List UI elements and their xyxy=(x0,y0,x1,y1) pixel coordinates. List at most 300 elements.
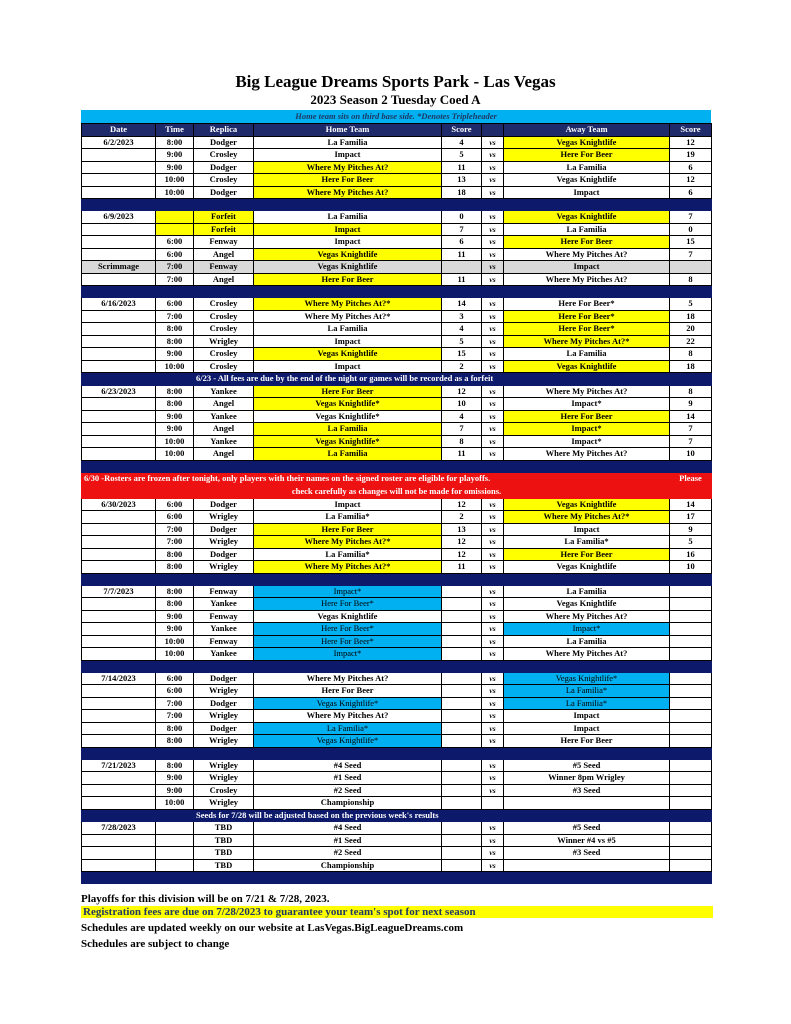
game-field: Crosley xyxy=(194,360,254,373)
home-team: Here For Beer* xyxy=(254,623,442,636)
home-team: Impact xyxy=(254,149,442,162)
away-score: 9 xyxy=(670,398,712,411)
game-time: 8:00 xyxy=(156,598,194,611)
home-score xyxy=(442,822,482,835)
game-field: Wrigley xyxy=(194,685,254,698)
away-score: 7 xyxy=(670,248,712,261)
away-team: La Familia* xyxy=(504,536,670,549)
game-field: Wrigley xyxy=(194,561,254,574)
game-time: 9:00 xyxy=(156,161,194,174)
game-date xyxy=(82,710,156,723)
home-team: Where My Pitches At?* xyxy=(254,298,442,311)
game-time: 10:00 xyxy=(156,186,194,199)
game-row xyxy=(82,223,712,236)
game-date: 7/7/2023 xyxy=(82,585,156,598)
home-score xyxy=(442,610,482,623)
away-score: 7 xyxy=(670,211,712,224)
game-time: 8:00 xyxy=(156,323,194,336)
game-row xyxy=(82,722,712,735)
away-score: 16 xyxy=(670,548,712,561)
game-time: 6:00 xyxy=(156,498,194,511)
game-date xyxy=(82,248,156,261)
game-field: Dodger xyxy=(194,697,254,710)
home-score: 2 xyxy=(442,360,482,373)
game-time: 7:00 xyxy=(156,697,194,710)
game-field: Dodger xyxy=(194,498,254,511)
home-team: Where My Pitches At?* xyxy=(254,536,442,549)
game-date xyxy=(82,859,156,872)
away-score xyxy=(670,623,712,636)
away-score xyxy=(670,834,712,847)
column-header-away-score: Score xyxy=(670,124,712,137)
game-date xyxy=(82,834,156,847)
game-field: Fenway xyxy=(194,585,254,598)
home-score xyxy=(442,710,482,723)
game-field: Angel xyxy=(194,448,254,461)
away-team: Impact xyxy=(504,186,670,199)
vs-label: vs xyxy=(482,435,504,448)
vs-label: vs xyxy=(482,561,504,574)
vs-label: vs xyxy=(482,635,504,648)
away-team: Impact xyxy=(504,722,670,735)
away-score xyxy=(670,648,712,661)
home-team: Impact xyxy=(254,498,442,511)
section-divider xyxy=(82,747,712,759)
home-score xyxy=(442,623,482,636)
game-time: 7:00 xyxy=(156,536,194,549)
home-score: 4 xyxy=(442,410,482,423)
game-field: Forfeit xyxy=(194,211,254,224)
away-score xyxy=(670,772,712,785)
game-time: 10:00 xyxy=(156,174,194,187)
game-field: Crosley xyxy=(194,149,254,162)
page-subtitle: 2023 Season 2 Tuesday Coed A xyxy=(310,92,481,107)
section-divider xyxy=(82,660,712,672)
away-score: 14 xyxy=(670,498,712,511)
away-score xyxy=(670,859,712,872)
game-time: 10:00 xyxy=(156,360,194,373)
game-field: Yankee xyxy=(194,623,254,636)
section-divider xyxy=(82,872,712,884)
away-team: Here For Beer* xyxy=(504,310,670,323)
home-team: Where My Pitches At?* xyxy=(254,310,442,323)
roster-alert-text: 6/30 -Rosters are frozen after tonight, only players with their names on the signed roster are eligible for playoffs. xyxy=(82,472,670,485)
game-time: 9:00 xyxy=(156,423,194,436)
footer-registration: Registration fees are due on 7/28/2023 to guarantee your team's spot for next season xyxy=(81,906,713,918)
home-team: Vegas Knightlife* xyxy=(254,735,442,748)
section-divider xyxy=(82,286,712,298)
home-team: Impact* xyxy=(254,648,442,661)
away-team: La Familia xyxy=(504,161,670,174)
game-row xyxy=(82,523,712,536)
game-date xyxy=(82,784,156,797)
game-row xyxy=(82,323,712,336)
away-team: Winner 8pm Wrigley xyxy=(504,772,670,785)
home-team: Impact xyxy=(254,335,442,348)
home-team: Here For Beer* xyxy=(254,598,442,611)
game-field: Wrigley xyxy=(194,759,254,772)
game-field: Yankee xyxy=(194,598,254,611)
header-row xyxy=(82,124,712,137)
home-score: 4 xyxy=(442,323,482,336)
away-score: 20 xyxy=(670,323,712,336)
away-team: #5 Seed xyxy=(504,822,670,835)
away-score xyxy=(670,585,712,598)
away-team: La Familia xyxy=(504,585,670,598)
game-date xyxy=(82,623,156,636)
vs-label: vs xyxy=(482,822,504,835)
home-team: Here For Beer xyxy=(254,385,442,398)
game-date xyxy=(82,635,156,648)
game-date: 7/28/2023 xyxy=(82,822,156,835)
game-row xyxy=(82,348,712,361)
game-date xyxy=(82,735,156,748)
away-team: Impact* xyxy=(504,435,670,448)
game-field: Angel xyxy=(194,398,254,411)
game-date xyxy=(82,610,156,623)
vs-label: vs xyxy=(482,248,504,261)
away-team: Vegas Knightlife xyxy=(504,136,670,149)
home-score xyxy=(442,585,482,598)
away-team: Vegas Knightlife xyxy=(504,561,670,574)
away-score: 10 xyxy=(670,448,712,461)
game-row xyxy=(82,772,712,785)
vs-label: vs xyxy=(482,735,504,748)
game-row xyxy=(82,273,712,286)
home-score: 13 xyxy=(442,523,482,536)
game-date xyxy=(82,149,156,162)
game-row xyxy=(82,161,712,174)
away-score xyxy=(670,784,712,797)
divider-cell xyxy=(82,872,712,884)
game-date xyxy=(82,847,156,860)
game-field: Yankee xyxy=(194,435,254,448)
away-score: 0 xyxy=(670,223,712,236)
away-score: 9 xyxy=(670,523,712,536)
divider-cell xyxy=(82,286,712,298)
game-time: 6:00 xyxy=(156,685,194,698)
game-date xyxy=(82,523,156,536)
away-score: 12 xyxy=(670,136,712,149)
home-score: 0 xyxy=(442,211,482,224)
home-score xyxy=(442,722,482,735)
home-score xyxy=(442,685,482,698)
home-score xyxy=(442,672,482,685)
away-team: Vegas Knightlife* xyxy=(504,672,670,685)
away-score xyxy=(670,710,712,723)
divider-cell xyxy=(82,660,712,672)
vs-label: vs xyxy=(482,136,504,149)
game-date xyxy=(82,310,156,323)
game-date xyxy=(82,697,156,710)
home-score: 5 xyxy=(442,149,482,162)
vs-label: vs xyxy=(482,772,504,785)
home-team: Vegas Knightlife* xyxy=(254,398,442,411)
game-row xyxy=(82,610,712,623)
game-field: TBD xyxy=(194,822,254,835)
game-field: Fenway xyxy=(194,635,254,648)
home-score xyxy=(442,648,482,661)
divider-cell xyxy=(82,747,712,759)
away-team: La Familia* xyxy=(504,697,670,710)
home-team: Vegas Knightlife xyxy=(254,261,442,274)
away-team: Where My Pitches At?* xyxy=(504,335,670,348)
away-score: 6 xyxy=(670,161,712,174)
home-score: 8 xyxy=(442,435,482,448)
game-field: Wrigley xyxy=(194,772,254,785)
home-score: 11 xyxy=(442,248,482,261)
game-time: 8:00 xyxy=(156,561,194,574)
notice-text: 6/23 - All fees are due by the end of the night or games will be recorded as a forfeit xyxy=(194,373,712,386)
vs-label: vs xyxy=(482,448,504,461)
home-team: Vegas Knightlife* xyxy=(254,410,442,423)
vs-label: vs xyxy=(482,360,504,373)
home-score: 12 xyxy=(442,385,482,398)
column-header-vs xyxy=(482,124,504,137)
game-row xyxy=(82,310,712,323)
vs-label: vs xyxy=(482,186,504,199)
away-team: Where My Pitches At? xyxy=(504,610,670,623)
notice-row xyxy=(82,809,712,822)
game-time: 6:00 xyxy=(156,298,194,311)
vs-label: vs xyxy=(482,498,504,511)
game-row xyxy=(82,735,712,748)
game-row xyxy=(82,859,712,872)
game-time: 7:00 xyxy=(156,273,194,286)
game-time: 10:00 xyxy=(156,635,194,648)
home-score: 14 xyxy=(442,298,482,311)
vs-label: vs xyxy=(482,523,504,536)
game-field: Crosley xyxy=(194,348,254,361)
home-score: 3 xyxy=(442,310,482,323)
game-field: Angel xyxy=(194,248,254,261)
notice-spacer xyxy=(82,809,194,822)
game-row xyxy=(82,448,712,461)
game-field: TBD xyxy=(194,859,254,872)
game-date xyxy=(82,511,156,524)
home-score xyxy=(442,759,482,772)
game-time: 8:00 xyxy=(156,335,194,348)
game-field: Wrigley xyxy=(194,335,254,348)
vs-label: vs xyxy=(482,348,504,361)
game-time: 7:00 xyxy=(156,710,194,723)
column-header-date: Date xyxy=(82,124,156,137)
away-score: 17 xyxy=(670,511,712,524)
game-date xyxy=(82,236,156,249)
away-score xyxy=(670,735,712,748)
game-field: Fenway xyxy=(194,261,254,274)
game-row xyxy=(82,236,712,249)
roster-alert-row xyxy=(82,472,712,485)
game-date xyxy=(82,335,156,348)
game-row xyxy=(82,398,712,411)
away-team: La Familia xyxy=(504,223,670,236)
home-team: La Familia* xyxy=(254,722,442,735)
game-field: Dodger xyxy=(194,186,254,199)
home-team: La Familia xyxy=(254,136,442,149)
game-row xyxy=(82,834,712,847)
divider-cell xyxy=(82,199,712,211)
home-score xyxy=(442,784,482,797)
game-time: 9:00 xyxy=(156,784,194,797)
game-row xyxy=(82,211,712,224)
game-time: 7:00 xyxy=(156,523,194,536)
vs-label: vs xyxy=(482,847,504,860)
game-time: 8:00 xyxy=(156,548,194,561)
away-team: La Familia* xyxy=(504,685,670,698)
game-time: 10:00 xyxy=(156,648,194,661)
game-field: Crosley xyxy=(194,174,254,187)
section-divider xyxy=(82,460,712,472)
game-date xyxy=(82,548,156,561)
away-score xyxy=(670,822,712,835)
game-field: Fenway xyxy=(194,610,254,623)
game-date: Scrimmage xyxy=(82,261,156,274)
home-score: 11 xyxy=(442,561,482,574)
home-team: La Familia* xyxy=(254,548,442,561)
vs-label: vs xyxy=(482,685,504,698)
home-team: La Familia* xyxy=(254,511,442,524)
away-team: Here For Beer* xyxy=(504,323,670,336)
home-score xyxy=(442,261,482,274)
home-team: #2 Seed xyxy=(254,847,442,860)
away-score xyxy=(670,261,712,274)
notice-row xyxy=(82,373,712,386)
game-time: 6:00 xyxy=(156,236,194,249)
away-score: 22 xyxy=(670,335,712,348)
home-score xyxy=(442,598,482,611)
vs-label: vs xyxy=(482,261,504,274)
game-field: Dodger xyxy=(194,672,254,685)
away-team: Where My Pitches At?* xyxy=(504,511,670,524)
divider-cell xyxy=(82,573,712,585)
game-row xyxy=(82,385,712,398)
game-field: Fenway xyxy=(194,236,254,249)
game-row xyxy=(82,248,712,261)
game-row xyxy=(82,797,712,810)
away-team: Here For Beer xyxy=(504,149,670,162)
game-time: 9:00 xyxy=(156,623,194,636)
vs-label: vs xyxy=(482,410,504,423)
vs-label: vs xyxy=(482,161,504,174)
away-score: 5 xyxy=(670,536,712,549)
game-row xyxy=(82,435,712,448)
vs-label: vs xyxy=(482,548,504,561)
game-time: 8:00 xyxy=(156,398,194,411)
game-date: 6/16/2023 xyxy=(82,298,156,311)
game-date xyxy=(82,323,156,336)
game-field: Crosley xyxy=(194,784,254,797)
home-score: 10 xyxy=(442,398,482,411)
away-team: Here For Beer* xyxy=(504,298,670,311)
away-score: 8 xyxy=(670,385,712,398)
game-field: Dodger xyxy=(194,548,254,561)
home-team: La Familia xyxy=(254,448,442,461)
game-row xyxy=(82,685,712,698)
game-row xyxy=(82,759,712,772)
away-score xyxy=(670,685,712,698)
home-team: Championship xyxy=(254,797,442,810)
game-time: 9:00 xyxy=(156,410,194,423)
vs-label: vs xyxy=(482,585,504,598)
home-team: Championship xyxy=(254,859,442,872)
game-row xyxy=(82,335,712,348)
home-team: Vegas Knightlife* xyxy=(254,435,442,448)
notice-text: Seeds for 7/28 will be adjusted based on the previous week's results xyxy=(194,809,712,822)
game-time: 8:00 xyxy=(156,385,194,398)
game-field: Forfeit xyxy=(194,223,254,236)
game-date xyxy=(82,448,156,461)
vs-label: vs xyxy=(482,610,504,623)
home-score: 13 xyxy=(442,174,482,187)
game-field: Wrigley xyxy=(194,797,254,810)
away-score xyxy=(670,759,712,772)
away-score xyxy=(670,697,712,710)
game-row xyxy=(82,511,712,524)
home-score xyxy=(442,859,482,872)
vs-label: vs xyxy=(482,697,504,710)
game-row xyxy=(82,623,712,636)
game-time: 6:00 xyxy=(156,511,194,524)
away-team xyxy=(504,859,670,872)
game-row xyxy=(82,585,712,598)
game-date xyxy=(82,435,156,448)
roster-alert-text: check carefully as changes will not be made for omissions. xyxy=(82,485,712,498)
vs-label: vs xyxy=(482,310,504,323)
game-time: 9:00 xyxy=(156,772,194,785)
vs-label: vs xyxy=(482,149,504,162)
vs-label: vs xyxy=(482,784,504,797)
away-team: Vegas Knightlife xyxy=(504,498,670,511)
footer-playoffs: Playoffs for this division will be on 7/21 & 7/28, 2023. xyxy=(81,893,330,905)
column-header-away-team: Away Team xyxy=(504,124,670,137)
away-team: Here For Beer xyxy=(504,236,670,249)
game-time: 10:00 xyxy=(156,448,194,461)
away-score: 5 xyxy=(670,298,712,311)
game-time xyxy=(156,859,194,872)
vs-label: vs xyxy=(482,398,504,411)
vs-label: vs xyxy=(482,511,504,524)
home-score: 2 xyxy=(442,511,482,524)
game-field: Dodger xyxy=(194,136,254,149)
vs-label: vs xyxy=(482,623,504,636)
home-team: Impact xyxy=(254,223,442,236)
away-team: Impact xyxy=(504,523,670,536)
home-team: Where My Pitches At? xyxy=(254,672,442,685)
game-date xyxy=(82,273,156,286)
game-time xyxy=(156,211,194,224)
away-score xyxy=(670,722,712,735)
home-team: #1 Seed xyxy=(254,834,442,847)
home-team: Where My Pitches At? xyxy=(254,186,442,199)
game-row xyxy=(82,360,712,373)
divider-cell xyxy=(82,460,712,472)
game-time: 8:00 xyxy=(156,722,194,735)
game-date xyxy=(82,598,156,611)
game-time: 6:00 xyxy=(156,672,194,685)
game-date: 6/2/2023 xyxy=(82,136,156,149)
home-score xyxy=(442,735,482,748)
game-date xyxy=(82,186,156,199)
game-field: Angel xyxy=(194,273,254,286)
game-row xyxy=(82,784,712,797)
away-score: 7 xyxy=(670,423,712,436)
vs-label: vs xyxy=(482,236,504,249)
footer-disclaimer: Schedules are subject to change xyxy=(81,938,230,950)
home-team: Here For Beer* xyxy=(254,635,442,648)
vs-label: vs xyxy=(482,335,504,348)
game-row xyxy=(82,648,712,661)
